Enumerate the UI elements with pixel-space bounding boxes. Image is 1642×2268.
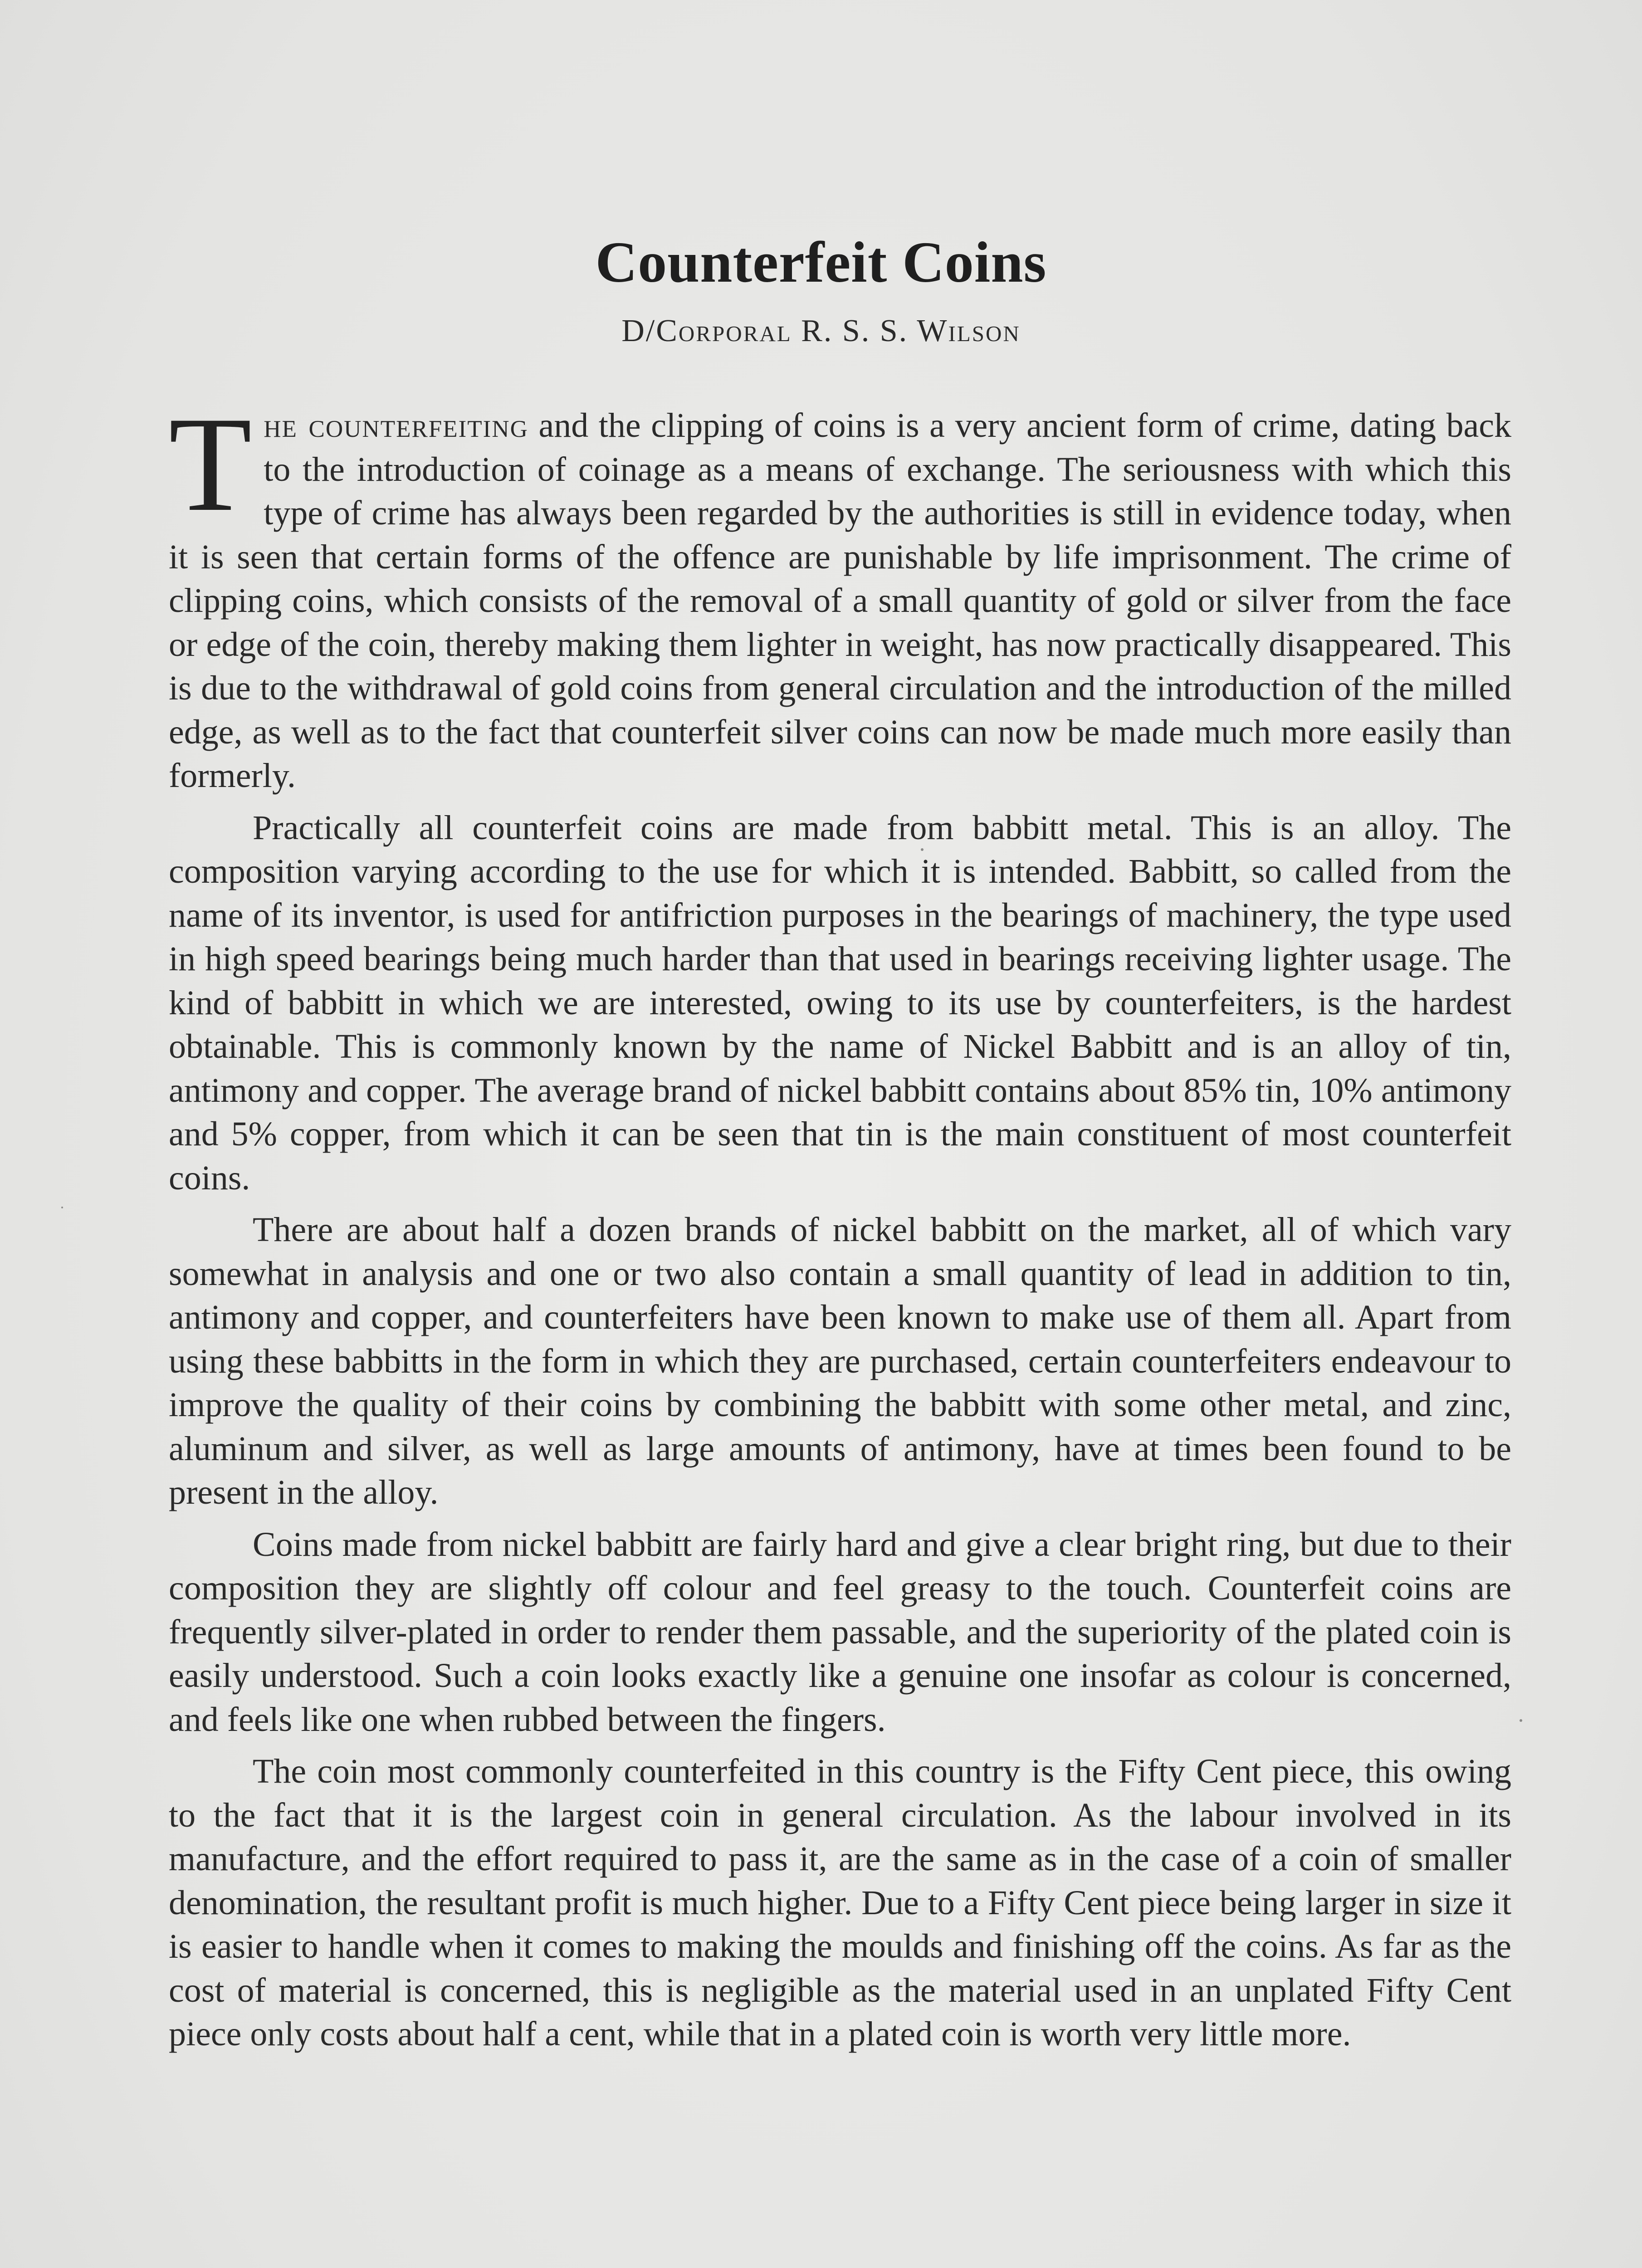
paper-speck bbox=[61, 1207, 63, 1208]
paragraph-4: Coins made from nickel babbitt are fairly hard and give a clear bright ring, but due to their composition they are slightly off colour and feel greasy to the touch. Counterfeit coins are frequently silver-plated in order to render them passable, and the superiority of the plated coin is easily understood. Such a coin looks exactly like a genuine one insofar as colour is concerned, and feels like one when rubbed between the fingers. bbox=[169, 1525, 1511, 1739]
paper-speck bbox=[1520, 1719, 1522, 1722]
article-title: Counterfeit Coins bbox=[595, 230, 1047, 294]
paragraph-3: There are about half a dozen brands of nickel babbitt on the market, all of which vary somewhat in analysis and one or two also contain a small quantity of lead in addition to tin, antimony and copper, and counterfeiters have been known to make use of them all. Apart from using these babbitts in the form in which they are purchased, certain counterfeiters endeavour to improve the quality of their coins by combining the babbitt with some other metal, and zinc, aluminum and silver, as well as large amounts of antimony, have at times been found to be present in the alloy. bbox=[169, 1211, 1511, 1511]
paragraph-text: and the clipping of coins is a very ancient form of crime, dating back to the introduction of coinage as a means of exchange. The seriousness with which this type of crime has always been regarded by the authorities is still in evidence today, when it is seen that certain forms of the offence are punishable by life imprisonment. The crime of clipping coins, which consists of the removal of a small quantity of gold or silver from the face or edge of the coin, thereby making them lighter in weight, has now practically disappeared. This is due to the withdrawal of gold coins from general circulation and the introduction of the milled edge, as well as to the fact that counterfeit silver coins can now be made much more easily than formerly. bbox=[169, 406, 1512, 795]
byline-prefix: D/ bbox=[621, 313, 656, 348]
paragraph-2: Practically all counterfeit coins are made from babbitt metal. This is an alloy. The composition varying according to the use for which it is intended. Babbitt, so called from the name of its inventor, is used for antifriction purposes in the bearings of machinery, the type used in high speed bearings being much harder than that used in bearings receiving lighter usage. The kind of babbitt in which we are interested, owing to its use by counterfeiters, is the hardest obtainable. This is commonly known by the name of Nickel Babbitt and is an alloy of tin, antimony and copper. The average brand of nickel babbitt contains about 85% tin, 10% antimony and 5% copper, from which it can be seen that tin is the main constituent of most counterfeit coins. bbox=[169, 808, 1511, 1197]
article-byline bbox=[0, 313, 1642, 349]
paragraph-1 bbox=[169, 389, 1512, 798]
paragraph-5: The coin most commonly counterfeited in this country is the Fifty Cent piece, this owing to the fact that it is the largest coin in general circulation. As the labour involved in its manufacture, and the effort required to pass it, are the same as in the case of a coin of smaller denomination, the resultant profit is much higher. Due to a Fifty Cent piece being larger in size it is easier to handle when it comes to making the moulds and finishing off the coins. As far as the cost of material is concerned, this is negligible as the material used in an unplated Fifty Cent piece only costs about half a cent, while that in a plated coin is worth very little more. bbox=[169, 1752, 1511, 2053]
article-body bbox=[169, 389, 1512, 2064]
lead-in-smallcaps: he counterfeiting bbox=[264, 406, 528, 445]
byline-author: Corporal R. S. S. Wilson bbox=[656, 313, 1021, 348]
drop-cap: T bbox=[169, 389, 252, 539]
